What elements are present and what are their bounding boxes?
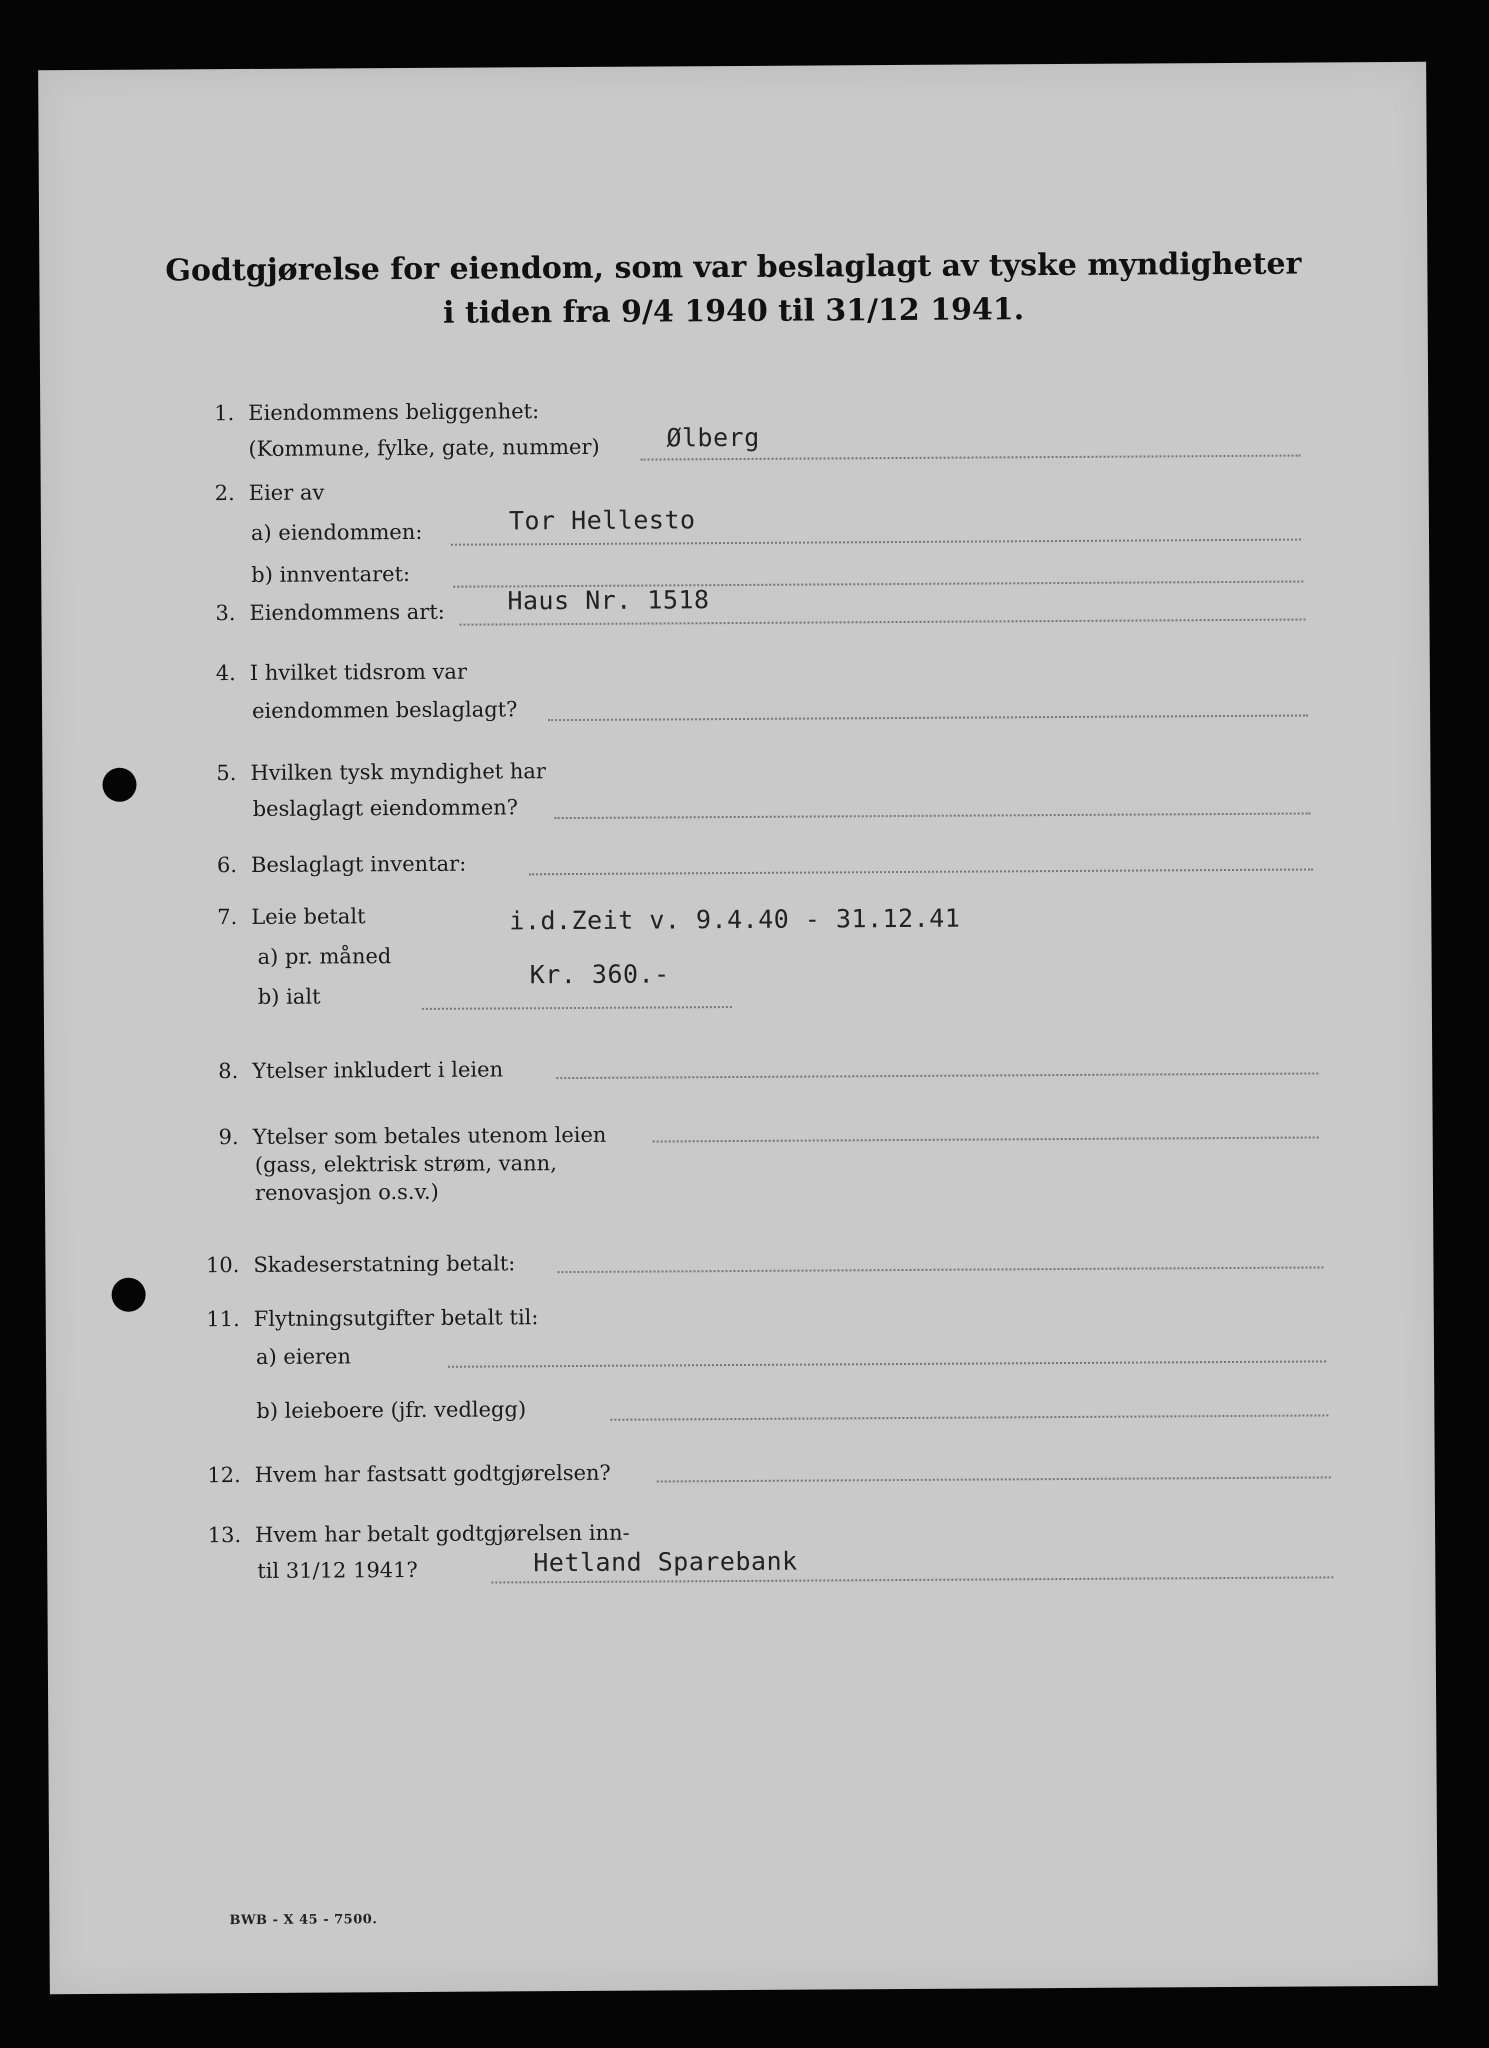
question-label: Hvilken tysk myndighet har	[250, 759, 547, 785]
question-9	[195, 1117, 1296, 1214]
question-label-a: a) eieren	[255, 1344, 352, 1369]
answer-line-a	[451, 539, 1301, 546]
question-number: 13.	[207, 1523, 242, 1548]
title-line-1: Godtgjørelse for eiendom, som var beslaglagt av tyske myndigheter	[165, 246, 1302, 289]
question-number: 9.	[218, 1125, 239, 1150]
question-6	[193, 845, 1293, 892]
question-label: Hvem har betalt godtgjørelsen inn-	[255, 1520, 630, 1547]
question-number: 12.	[207, 1463, 241, 1488]
question-number: 7.	[217, 905, 238, 930]
answer-line-b	[610, 1414, 1328, 1420]
question-number: 4.	[215, 661, 236, 686]
form-title	[39, 242, 1428, 338]
answer-rent-period: i.d.Zeit v. 9.4.40 - 31.12.41	[509, 903, 961, 936]
answer-owner: Tor Hellesto	[508, 505, 696, 536]
question-number: 8.	[218, 1059, 239, 1084]
question-label: Hvem har fastsatt godtgjørelsen?	[254, 1460, 611, 1487]
question-label-sub: renovasjon o.s.v.)	[254, 1179, 439, 1205]
question-label: Eiendommens beliggenhet:	[248, 399, 540, 425]
question-1	[190, 393, 1290, 470]
answer-rent-total: Kr. 360.-	[529, 959, 670, 990]
question-label-a: a) eiendommen:	[250, 519, 423, 545]
question-10	[195, 1245, 1295, 1292]
question-label: I hvilket tidsrom var	[249, 659, 468, 685]
question-label-b: b) innventaret:	[251, 561, 411, 587]
question-label-sub: beslaglagt eiendommen?	[252, 795, 519, 821]
question-label: Ytelser som betales utenom leien	[252, 1122, 607, 1149]
question-5	[192, 753, 1292, 830]
answer-line	[529, 868, 1313, 875]
form-footer-code: BWB - X 45 - 7500.	[229, 1912, 378, 1929]
punch-hole-lower	[112, 1278, 146, 1312]
question-number: 10.	[205, 1253, 240, 1278]
answer-location: Ølberg	[666, 422, 760, 453]
question-label-b: b) leieboere (jfr. vedlegg)	[256, 1397, 527, 1423]
answer-line-b	[422, 1006, 732, 1010]
question-number: 1.	[214, 401, 235, 426]
question-13	[197, 1515, 1297, 1602]
answer-line	[460, 619, 1306, 626]
question-label-a: a) pr. måned	[257, 944, 392, 969]
question-label-sub: til 31/12 1941?	[257, 1557, 418, 1583]
answer-line	[548, 715, 1308, 722]
punch-hole-upper	[102, 768, 136, 802]
question-number: 5.	[216, 761, 237, 786]
answer-line	[657, 1476, 1331, 1482]
question-label-sub: (Kommune, fylke, gate, nummer)	[248, 434, 600, 461]
question-12	[197, 1455, 1297, 1502]
question-8	[194, 1051, 1294, 1098]
question-number: 6.	[216, 853, 238, 878]
question-label-sub: (gass, elektrisk strøm, vann,	[254, 1151, 557, 1177]
question-2	[191, 473, 1292, 590]
question-number: 3.	[215, 601, 236, 626]
form-page	[38, 62, 1438, 1994]
answer-line	[556, 1072, 1318, 1079]
question-label-sub: eiendommen beslaglagt?	[251, 697, 518, 723]
title-line-2: i tiden fra 9/4 1940 til 31/12 1941.	[443, 292, 1025, 331]
question-11	[196, 1299, 1297, 1426]
question-label: Skadeserstatning betalt:	[253, 1251, 516, 1277]
question-7	[193, 897, 1294, 1024]
question-number: 11.	[206, 1307, 240, 1332]
answer-property-type: Haus Nr. 1518	[507, 585, 710, 616]
question-label-b: b) ialt	[257, 984, 321, 1009]
answer-payer: Hetland Sparebank	[533, 1546, 798, 1578]
answer-line	[491, 1576, 1333, 1583]
question-label: Leie betalt	[251, 904, 366, 929]
question-label: Eier av	[248, 480, 325, 505]
question-3	[191, 585, 1291, 640]
question-number: 2.	[214, 481, 235, 506]
question-label: Ytelser inkludert i leien	[252, 1057, 504, 1083]
answer-line	[557, 1266, 1323, 1273]
question-label: Eiendommens art:	[249, 599, 445, 625]
question-label: Beslaglagt inventar:	[250, 851, 467, 877]
answer-line	[653, 1136, 1319, 1142]
answer-line	[555, 812, 1311, 819]
question-4	[192, 653, 1292, 730]
answer-line	[641, 455, 1301, 461]
answer-line-a	[448, 1360, 1326, 1367]
question-label: Flytningsutgifter betalt til:	[253, 1305, 539, 1331]
